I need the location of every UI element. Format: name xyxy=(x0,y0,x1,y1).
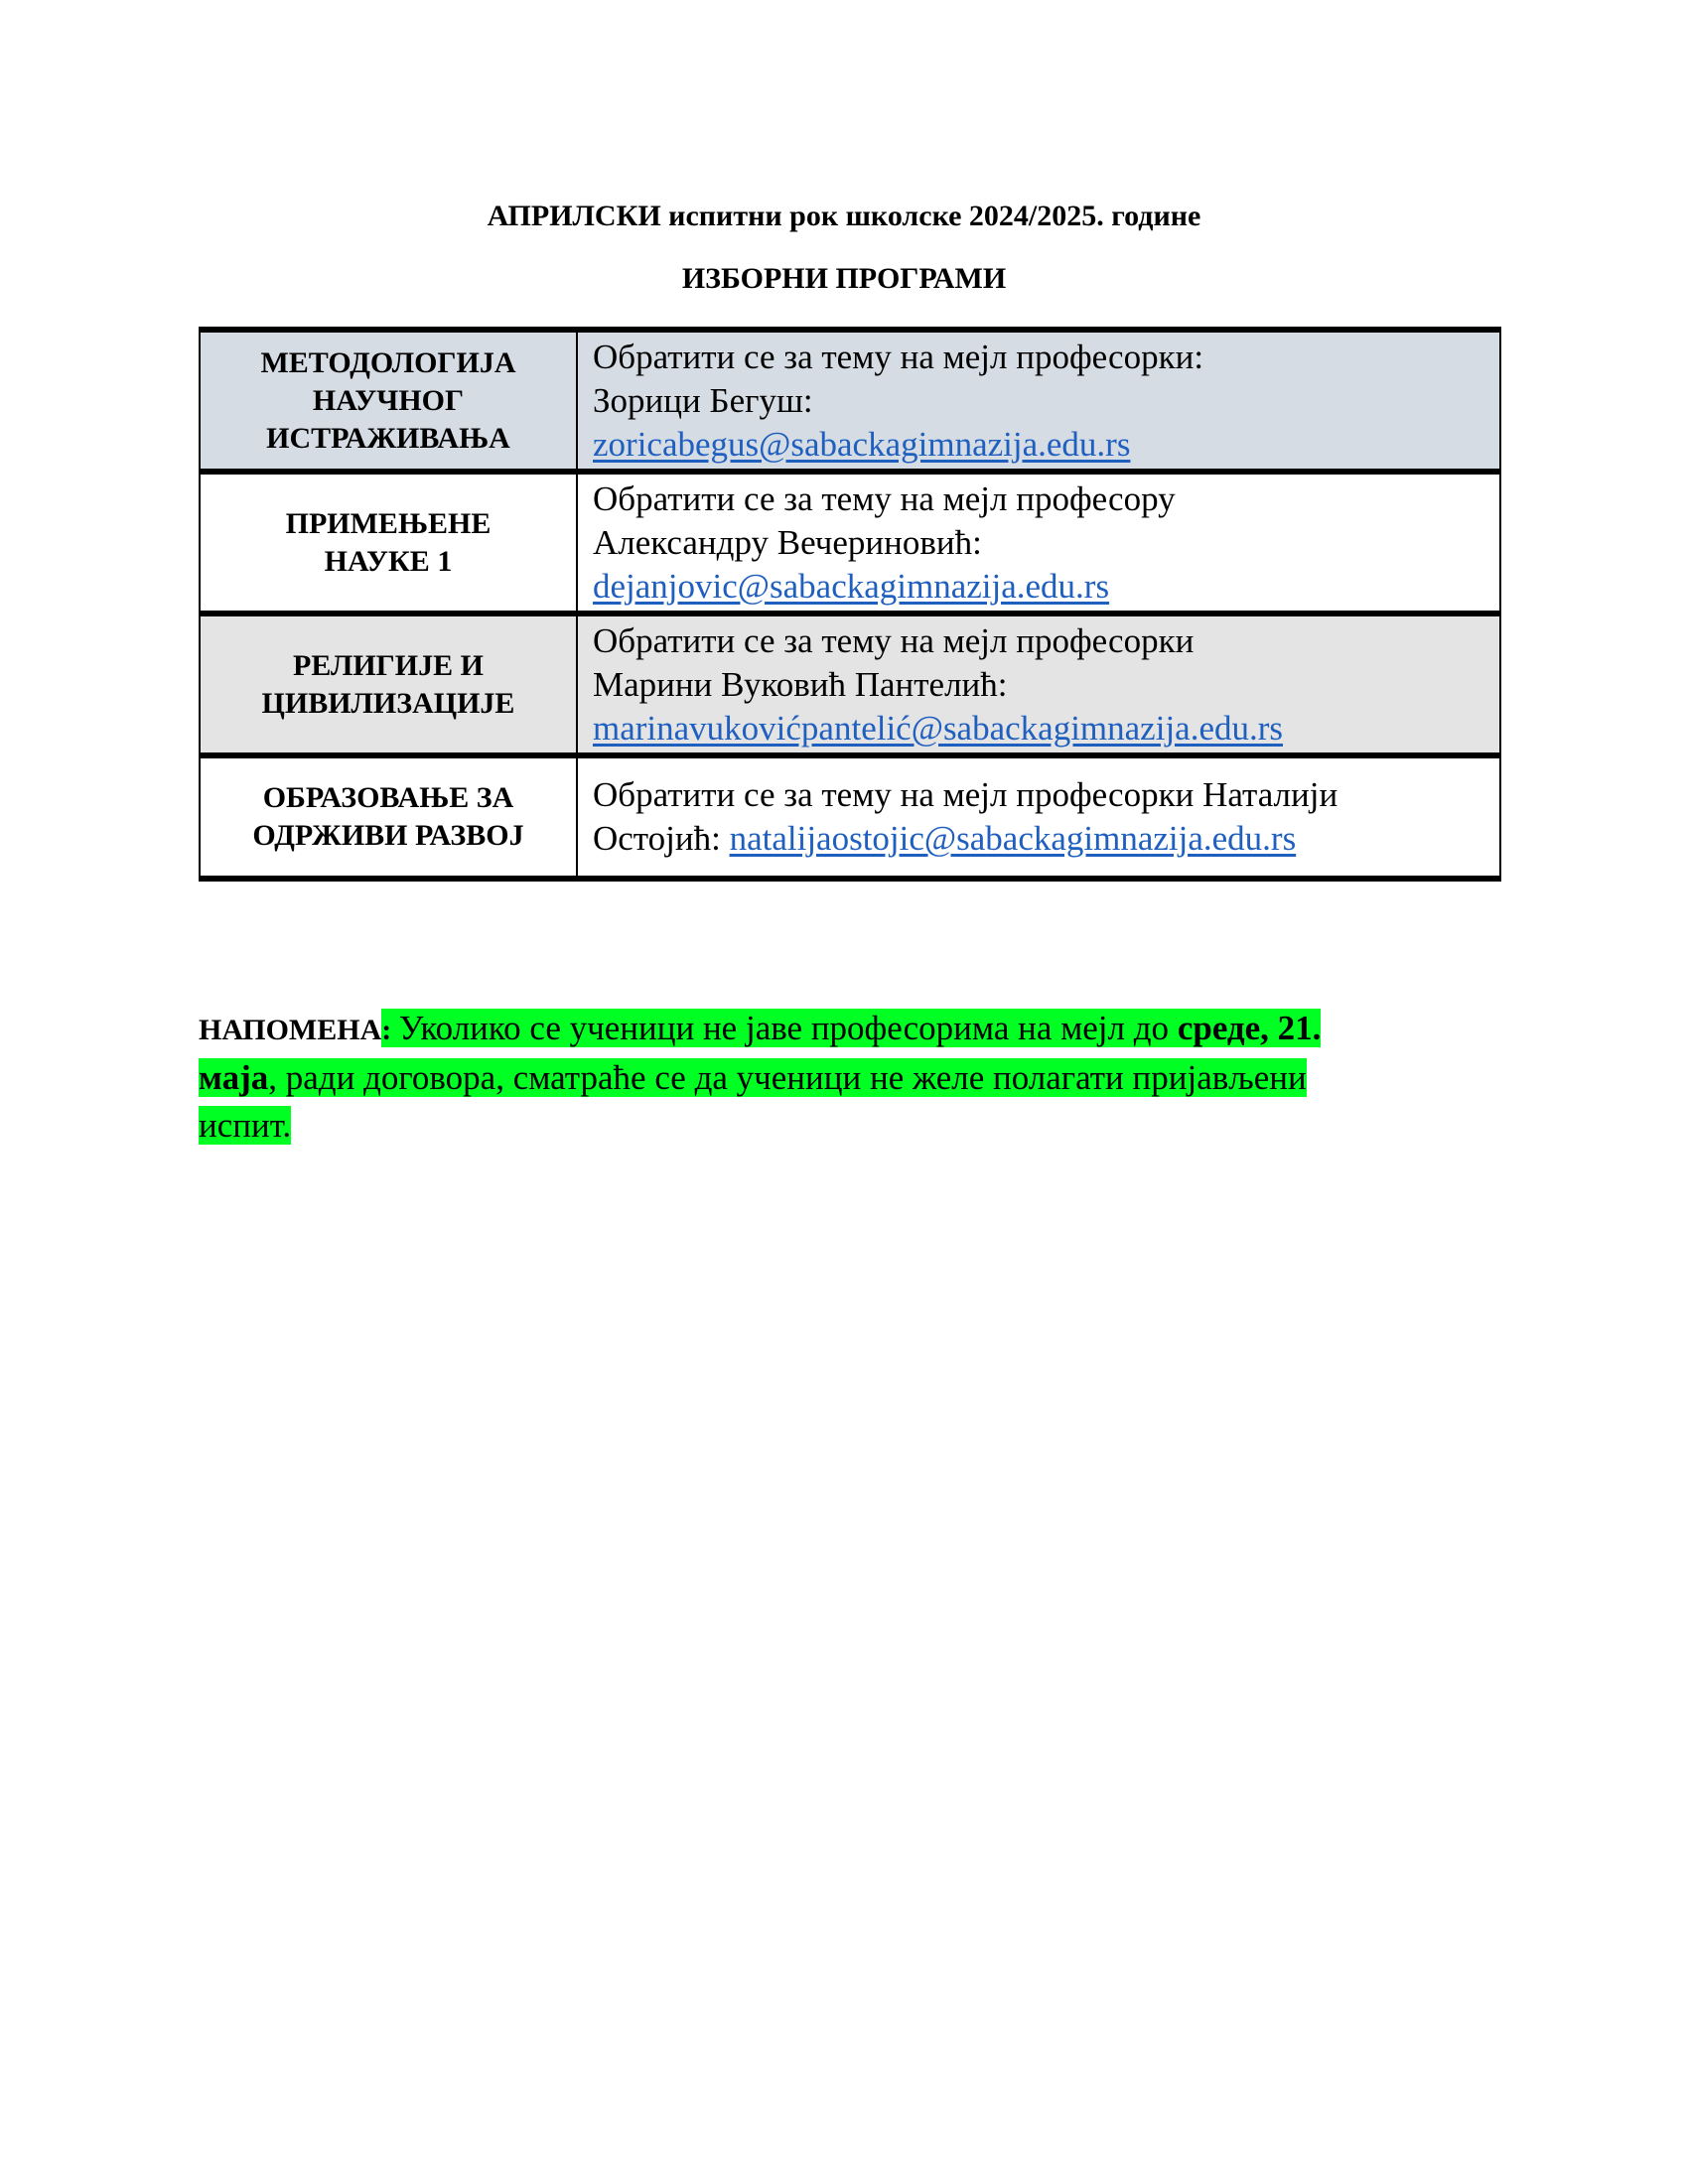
note-text: Уколико се ученици не јаве професорима на мејл до xyxy=(398,1009,1178,1047)
subject-name-line: МЕТОДОЛОГИЈА xyxy=(260,345,516,379)
subject-name-line: ПРИМЕЊЕНЕ xyxy=(285,506,492,540)
subject-cell xyxy=(200,614,577,755)
subject-name-line: РЕЛИГИЈЕ И xyxy=(293,648,484,682)
table-row xyxy=(200,755,1500,879)
contact-cell xyxy=(577,472,1500,614)
table-row xyxy=(200,472,1500,614)
table-row xyxy=(200,330,1500,472)
note-text: испит. xyxy=(199,1106,292,1145)
note-paragraph xyxy=(199,1005,1509,1150)
contact-cell xyxy=(577,330,1500,472)
subject-name-line: ЦИВИЛИЗАЦИЈЕ xyxy=(261,686,515,720)
professor-name: Зорици Бегуш: xyxy=(593,380,813,420)
contact-instruction: Обратити се за тему на мејл професорки Наталији xyxy=(593,775,1338,814)
subject-cell xyxy=(200,330,577,472)
note-deadline: среде, 21. xyxy=(1177,1009,1322,1047)
subject-cell xyxy=(200,755,577,879)
email-link[interactable]: zoricabegus@sabackagimnazija.edu.rs xyxy=(593,424,1131,464)
email-link[interactable]: natalijaostojic@sabackagimnazija.edu.rs xyxy=(729,819,1297,858)
subject-name-line: ИСТРАЖИВАЊА xyxy=(266,421,510,455)
professor-name: Остојић: xyxy=(593,819,730,858)
subject-cell xyxy=(200,472,577,614)
professor-name: Александру Вечериновић: xyxy=(593,522,982,562)
note-text: , ради договора, сматраће се да ученици не желе полагати пријављени xyxy=(268,1058,1307,1097)
subject-name-line: НАУКЕ 1 xyxy=(324,544,453,578)
subject-name-line: ОБРАЗОВАЊЕ ЗА xyxy=(262,781,514,814)
document-title: АПРИЛСКИ испитни рок школске 2024/2025. године xyxy=(487,200,1201,232)
note-deadline-month: маја xyxy=(199,1058,269,1097)
note-label: НАПОМЕНА xyxy=(199,1014,382,1046)
contact-instruction: Обратити се за тему на мејл професорки xyxy=(593,620,1195,660)
professor-name: Марини Вуковић Пантелић: xyxy=(593,664,1008,704)
email-link[interactable]: marinavukovićpantelić@sabackagimnazija.edu.rs xyxy=(593,708,1284,748)
contact-instruction: Обратити се за тему на мејл професору xyxy=(593,478,1176,518)
subject-name-line: НАУЧНОГ xyxy=(312,383,465,417)
subject-name-line: ОДРЖИВИ РАЗВОЈ xyxy=(252,819,524,852)
document-subtitle: ИЗБОРНИ ПРОГРАМИ xyxy=(681,262,1007,295)
email-link[interactable]: dejanjovic@sabackagimnazija.edu.rs xyxy=(593,566,1110,606)
elective-programs-table xyxy=(199,327,1501,882)
contact-cell xyxy=(577,614,1500,755)
contact-cell xyxy=(577,755,1500,879)
contact-instruction: Обратити се за тему на мејл професорки: xyxy=(593,337,1204,376)
table-row xyxy=(200,614,1500,755)
note-colon: : xyxy=(381,1014,399,1046)
